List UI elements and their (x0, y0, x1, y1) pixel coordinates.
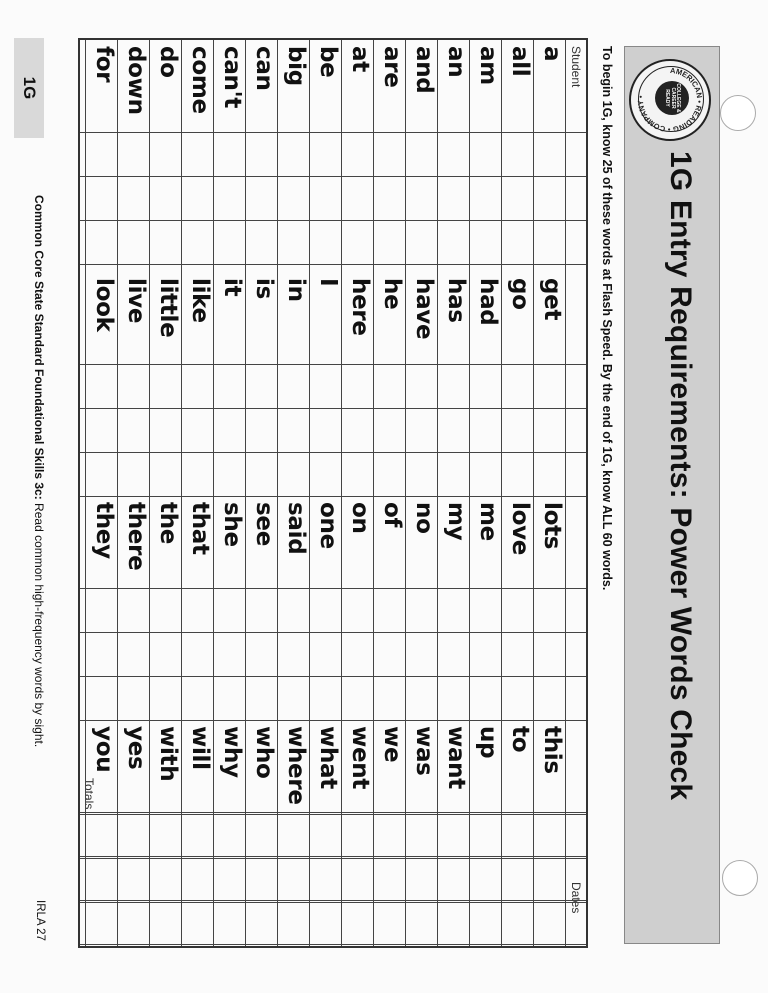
instructions-text: To begin 1G, know 25 of these words at Flash Speed. By the end of 1G, know ALL 60 words. (600, 46, 614, 591)
totals-header: Totals (82, 778, 96, 810)
dates-header: Dates (569, 882, 583, 914)
power-word: yes (123, 726, 149, 770)
power-word: there (123, 502, 149, 571)
power-word: all (507, 46, 533, 77)
power-word: look (91, 278, 117, 332)
power-word: what (315, 726, 341, 789)
student-header: Student (569, 46, 583, 88)
page-number: IRLA 27 (34, 900, 46, 941)
power-word: will (187, 726, 213, 770)
page-title: 1G Entry Requirements: Power Words Check (664, 151, 697, 801)
power-word: at (347, 46, 373, 72)
power-word: why (219, 726, 245, 778)
power-word: I (315, 278, 341, 287)
svg-text:AMERICAN • READING • COMPANY •: AMERICAN • READING • COMPANY • (635, 65, 705, 135)
power-word: live (123, 278, 149, 324)
power-word: had (475, 278, 501, 326)
power-word: lots (539, 502, 565, 550)
power-word: can (251, 46, 277, 91)
power-word: we (379, 726, 405, 763)
power-word: here (347, 278, 373, 336)
power-word: who (251, 726, 277, 779)
power-word: he (379, 278, 405, 310)
power-word: of (379, 502, 405, 528)
power-word: with (155, 726, 181, 782)
power-word: where (283, 726, 309, 805)
power-word: has (443, 278, 469, 323)
power-word: my (443, 502, 469, 541)
power-word: she (219, 502, 245, 547)
power-word: in (283, 278, 309, 302)
power-word: they (91, 502, 117, 559)
power-word: a (539, 46, 565, 62)
power-word: this (539, 726, 565, 774)
seal-center: COLLEGE & CAREER READY (655, 81, 689, 115)
power-word: down (123, 46, 149, 115)
power-word: said (283, 502, 309, 555)
level-badge: 1G (14, 38, 44, 138)
power-words-table (78, 38, 588, 948)
power-word: it (219, 278, 245, 297)
standards-footer: Common Core State Standard Foundational Skills 3c: Read common high-frequency words by sight. (32, 195, 46, 748)
power-word: like (187, 278, 213, 323)
power-word: big (283, 46, 309, 86)
power-word: for (91, 46, 117, 83)
power-word: is (251, 278, 277, 299)
power-word: be (315, 46, 341, 78)
title-banner (624, 46, 720, 944)
power-word: the (155, 502, 181, 545)
power-word: have (411, 278, 437, 340)
power-word: do (155, 46, 181, 78)
power-word: come (187, 46, 213, 114)
power-word: you (91, 726, 117, 773)
power-word: little (155, 278, 181, 338)
power-word: see (251, 502, 277, 546)
power-word: go (507, 278, 533, 310)
power-word: no (411, 502, 437, 534)
power-word: on (347, 502, 373, 534)
power-word: to (507, 726, 533, 753)
power-word: and (411, 46, 437, 94)
power-word: one (315, 502, 341, 549)
power-word: was (411, 726, 437, 776)
power-word: me (475, 502, 501, 541)
company-seal-logo (629, 59, 711, 141)
power-word: went (347, 726, 373, 790)
power-word: can't (219, 46, 245, 109)
power-word: an (443, 46, 469, 78)
power-word: get (539, 278, 565, 321)
power-word: am (475, 46, 501, 85)
power-word: that (187, 502, 213, 555)
power-word: are (379, 46, 405, 88)
power-word: want (443, 726, 469, 789)
power-word: up (475, 726, 501, 759)
power-word: love (507, 502, 533, 556)
